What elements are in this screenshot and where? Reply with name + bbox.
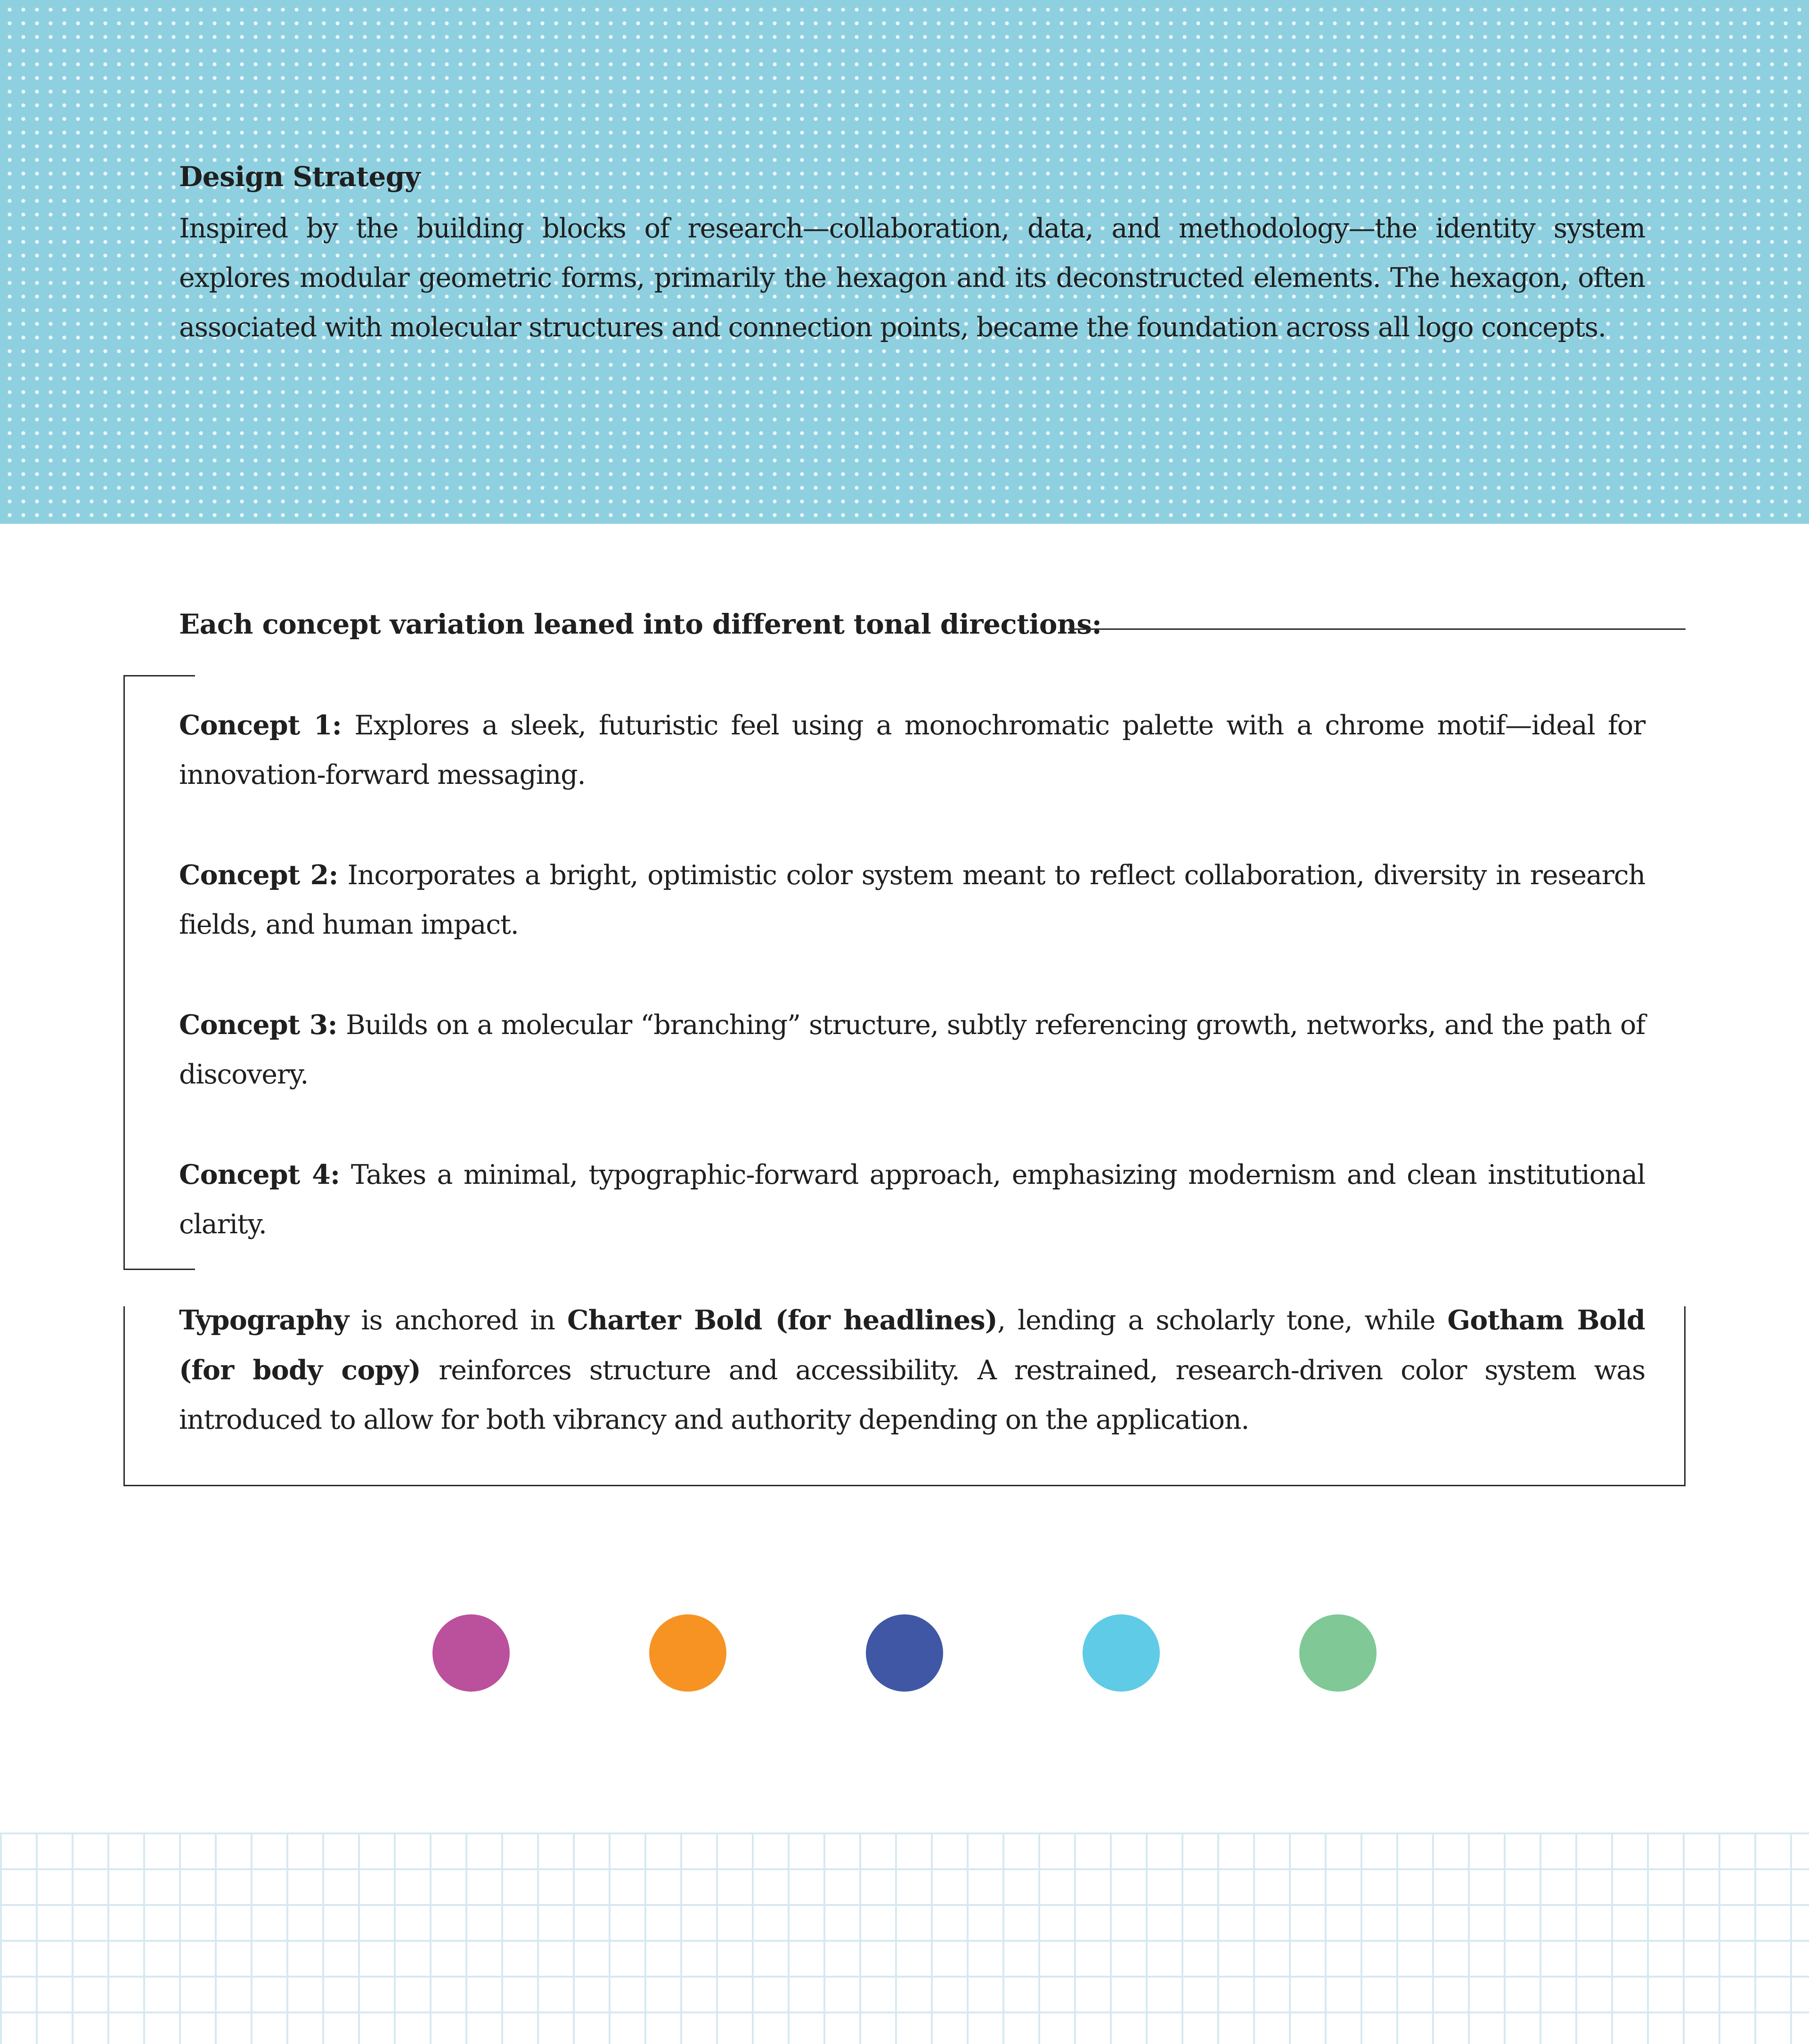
color-swatch-orange: [649, 1614, 726, 1692]
color-swatch-magenta: [432, 1614, 510, 1692]
concept-1-label: Concept 1:: [179, 709, 342, 741]
concept-2: [179, 850, 1645, 950]
design-strategy-body: Inspired by the building blocks of research—collaboration, data, and methodology—the identity system explores modular geometric forms, primarily the hexagon and its deconstructed elements. The hexagon, often associated with molecular structures and connection points, became the foundation across all logo concepts.: [179, 213, 1645, 343]
typography-paragraph: [179, 1295, 1645, 1445]
concepts-heading: Each concept variation leaned into different tonal directions:: [179, 608, 1102, 640]
concept-4-text: Takes a minimal, typographic-forward approach, emphasizing modernism and clean institutional clarity.: [179, 1159, 1646, 1240]
color-swatch-sky: [1083, 1614, 1160, 1692]
design-strategy-section: [179, 158, 1645, 352]
concept-4: [179, 1150, 1645, 1249]
concept-4-label: Concept 4:: [179, 1159, 340, 1190]
concept-3-text: Builds on a molecular “branching” structure, subtly referencing growth, networks, and the path of discovery.: [179, 1010, 1645, 1090]
grid-band: [0, 1832, 1809, 2044]
concept-2-text: Incorporates a bright, optimistic color system meant to reflect collaboration, diversity in research fields, and human impact.: [179, 860, 1646, 940]
color-swatch-green: [1299, 1614, 1377, 1692]
concept-1: [179, 700, 1645, 800]
typography-bold-2: Charter Bold (for headlines): [567, 1304, 997, 1336]
typography-bold-3: Gotham Bold (for body copy): [179, 1304, 1645, 1386]
heading-divider: [1068, 628, 1686, 630]
design-strategy-title: Design Strategy: [179, 161, 421, 193]
concept-3-label: Concept 3:: [179, 1009, 337, 1041]
concept-1-text: Explores a sleek, futuristic feel using a monochromatic palette with a chrome motif—ideal for innovation-forward messaging.: [179, 710, 1646, 790]
concept-2-label: Concept 2:: [179, 859, 338, 891]
typography-text-3: reinforces structure and accessibility. A restrained, research-driven color system was introduced to allow for both vibrancy and authority depending on the application.: [179, 1355, 1645, 1435]
concept-list: [179, 700, 1645, 1249]
color-swatch-blue: [866, 1614, 943, 1692]
typography-text-2: , lending a scholarly tone, while: [997, 1305, 1448, 1336]
concept-3: [179, 1000, 1645, 1099]
typography-bold-1: Typography: [179, 1304, 349, 1336]
typography-text-1: is anchored in: [349, 1305, 567, 1336]
